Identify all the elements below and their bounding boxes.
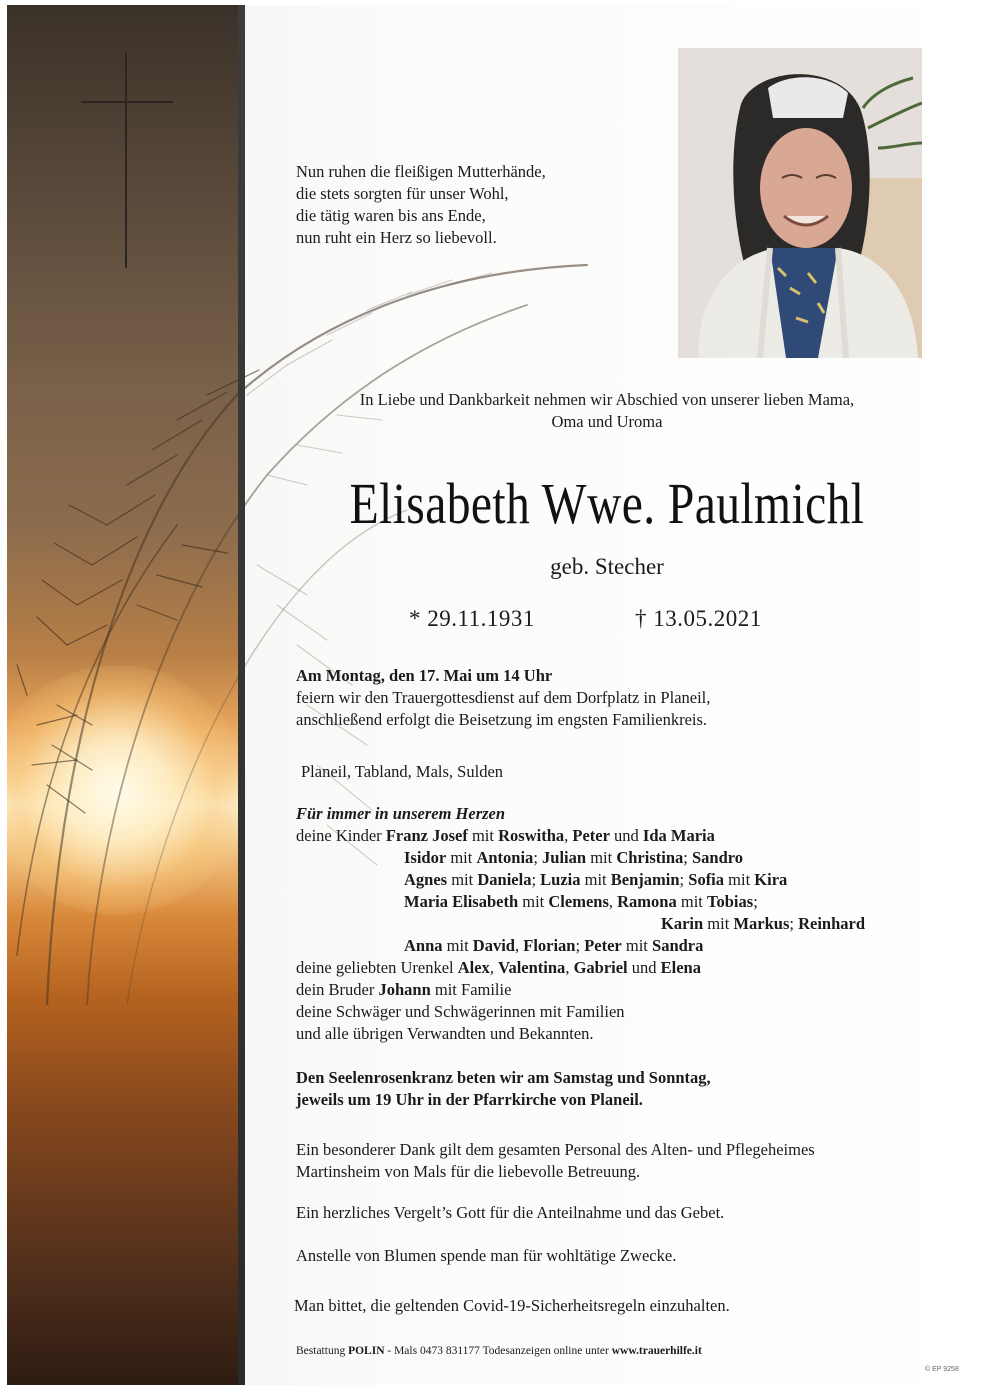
- places: Planeil, Tabland, Mals, Sulden: [301, 762, 504, 781]
- service-date: Am Montag, den 17. Mai um 14 Uhr: [296, 666, 553, 685]
- divider-bar: [238, 5, 245, 1385]
- flowers-text: Anstelle von Blumen spende man für wohltätige Zwecke.: [296, 1246, 677, 1265]
- inlaws-line: deine Schwäger und Schwägerinnen mit Familien: [296, 1002, 625, 1021]
- cross-icon: [81, 53, 173, 268]
- poem-line: die tätig waren bis ans Ende,: [296, 206, 486, 225]
- farewell-intro: Oma und Uroma: [551, 412, 663, 431]
- service-detail: anschließend erfolgt die Beisetzung im engsten Familienkreis.: [296, 710, 708, 729]
- poem-line: nun ruht ein Herz so liebevoll.: [296, 228, 497, 247]
- thanks-text: Martinsheim von Mals für die liebevolle Betreuung.: [296, 1162, 641, 1181]
- obituary-page: [7, 5, 975, 1385]
- children-line: Agnes mit Daniela; Luzia mit Benjamin; Sofia mit Kira: [404, 870, 788, 889]
- deceased-name: Elisabeth Wwe. Paulmichl: [349, 471, 865, 536]
- children-line: Maria Elisabeth mit Clemens, Ramona mit Tobias;: [404, 892, 758, 911]
- gratitude-text: Ein herzliches Vergelt’s Gott für die Anteilnahme und das Gebet.: [296, 1203, 725, 1222]
- poem-line: Nun ruhen die fleißigen Mutterhände,: [296, 162, 546, 181]
- maiden-name: geb. Stecher: [550, 554, 664, 579]
- children-line: Karin mit Markus; Reinhard: [661, 914, 866, 933]
- birth-date: * 29.11.1931: [409, 606, 535, 631]
- farewell-intro: In Liebe und Dankbarkeit nehmen wir Abschied von unserer lieben Mama,: [359, 390, 855, 409]
- footer-credit: Bestattung POLIN - Mals 0473 831177 Todesanzeigen online unter www.trauerhilfe.it: [296, 1345, 702, 1357]
- portrait-photo: [678, 48, 922, 358]
- covid-notice: Man bittet, die geltenden Covid-19-Sicherheitsregeln einzuhalten.: [294, 1296, 730, 1315]
- poem-line: die stets sorgten für unser Wohl,: [296, 184, 509, 203]
- service-detail: feiern wir den Trauergottesdienst auf dem Dorfplatz in Planeil,: [296, 688, 711, 707]
- children-line: deine Kinder Franz Josef mit Roswitha, Peter und Ida Maria: [296, 826, 715, 845]
- children-line: Isidor mit Antonia; Julian mit Christina; Sandro: [404, 848, 744, 867]
- children-line: Anna mit David, Florian; Peter mit Sandra: [404, 936, 704, 955]
- relatives-line: und alle übrigen Verwandten und Bekannten.: [296, 1024, 594, 1043]
- death-date: † 13.05.2021: [635, 606, 762, 631]
- brother-line: dein Bruder Johann mit Familie: [296, 980, 512, 999]
- thanks-text: Ein besonderer Dank gilt dem gesamten Personal des Alten- und Pflegeheimes: [296, 1140, 815, 1159]
- grandchildren-line: deine geliebten Urenkel Alex, Valentina, Gabriel und Elena: [296, 958, 701, 977]
- print-code: © EP 9258: [925, 1366, 959, 1373]
- mourners-heading: Für immer in unserem Herzen: [296, 804, 506, 823]
- rosary-info: jeweils um 19 Uhr in der Pfarrkirche von Planeil.: [296, 1090, 643, 1109]
- rosary-info: Den Seelenrosenkranz beten wir am Samstag und Sonntag,: [296, 1068, 711, 1087]
